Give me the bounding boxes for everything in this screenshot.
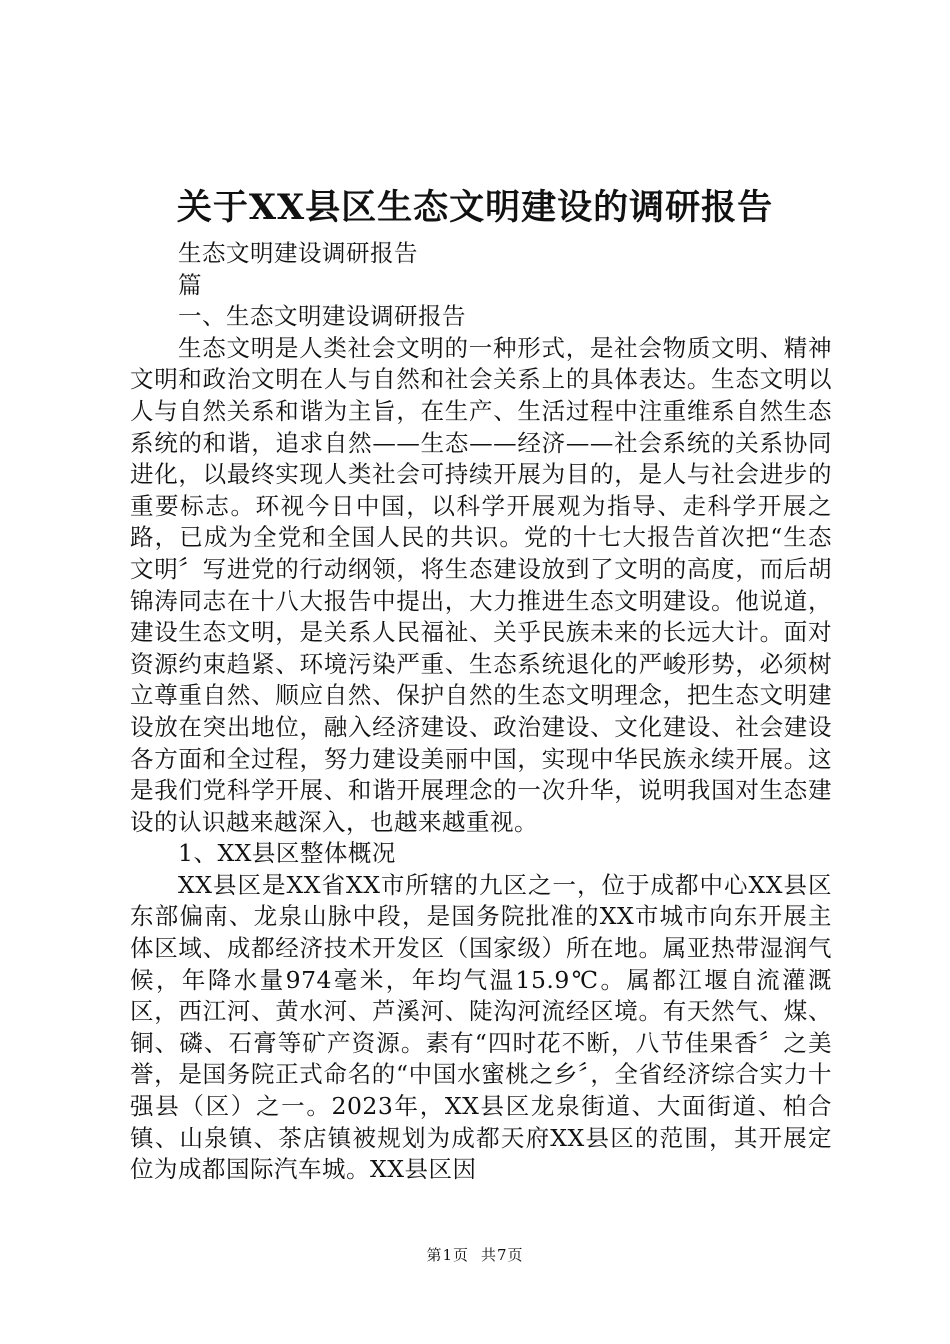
document-title: 关于XX县区生态文明建设的调研报告 [176,187,774,228]
heading-2: 1、XX县区整体概况 [178,839,396,868]
paragraph-1: 生态文明是人类社会文明的一种形式，是社会物质文明、精神文明和政治文明在人与自然和社会关系上的具体表达。生态文明以人与自然关系和谐为主旨，在生产、生活过程中注重维系自然生态系统的和谐，追求自然——生态——经济——社会系统的关系协同进化，以最终实现人类社会可持续开展为目的，是人与社会进步的重要标志。环视今日中国，以科学开展观为指导、走科学开展之路，已成为全党和全国人民的共识。党的十七大报告首次把“生态文明〞写进党的行动纲领，将生态建设放到了文明的高度，而后胡锦涛同志在十八大报告中提出，大力推进生态文明建设。他说道，建设生态文明，是关系人民福祉、关乎民族未来的长远大计。面对资源约束趋紧、环境污染严重、生态系统退化的严峻形势，必须树立尊重自然、顺应自然、保护自然的生态文明理念，把生态文明建设放在突出地位，融入经济建设、政治建设、文化建设、社会建设各方面和全过程，努力建设美丽中国，实现中华民族永续开展。这是我们党科学开展、和谐开展理念的一次升华，说明我国对生态建设的认识越来越深入，也越来越重视。 [130,333,832,836]
page-footer [0,1245,950,1265]
section-marker: 篇 [178,270,202,299]
subtitle: 生态文明建设调研报告 [178,239,418,267]
heading-1: 一、生态文明建设调研报告 [178,302,466,331]
paragraph-2: XX县区是XX省XX市所辖的九区之一，位于成都中心XX县区东部偏南、龙泉山脉中段，是国务院批准的XX市城市向东开展主体区域、成都经济技术开发区（国家级）所在地。属亚热带湿润气候，年降水量974毫米，年均气温15.9℃。属都江堰自流灌溉区，西江河、黄水河、芦溪河、陡沟河流经区境。有天然气、煤、铜、磷、石膏等矿产资源。素有“四时花不断，八节佳果香〞之美誉，是国务院正式命名的“中国水蜜桃之乡〞，全省经济综合实力十强县（区）之一。2023年，XX县区龙泉街道、大面街道、柏合镇、山泉镇、茶店镇被规划为成都天府XX县区的范围，其开展定位为成都国际汽车城。XX县区因 [130,870,832,1184]
page-total: 共7页 [481,1246,524,1264]
page-number: 第1页 [426,1246,469,1264]
document-body [130,238,832,1186]
